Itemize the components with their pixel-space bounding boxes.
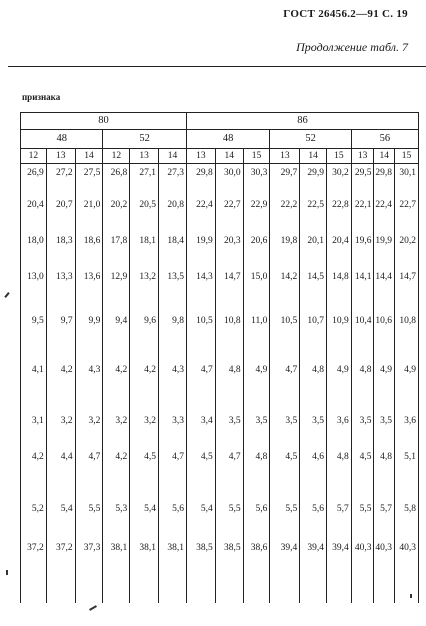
table-cell: 4,8	[215, 365, 243, 416]
table-cell: 27,2	[46, 164, 75, 200]
table-cell: 19,9	[374, 236, 395, 272]
table-cell: 3,6	[395, 416, 419, 452]
table-cell: 3,2	[103, 416, 130, 452]
table-cell: 5,2	[21, 504, 47, 543]
column-header: 15	[243, 149, 270, 164]
table-cell: 20,4	[327, 236, 352, 272]
column-header: 14	[300, 149, 327, 164]
table-cell: 38,5	[186, 543, 215, 603]
table-cell: 18,6	[75, 236, 103, 272]
table-cell: 10,5	[186, 316, 215, 365]
table-cell: 5,6	[300, 504, 327, 543]
table-cell: 4,5	[186, 452, 215, 504]
table-cell: 4,7	[215, 452, 243, 504]
table-cell: 5,5	[75, 504, 103, 543]
table-cell: 3,6	[327, 416, 352, 452]
table-header	[21, 113, 419, 164]
table-row	[21, 164, 419, 200]
table-cell: 3,1	[21, 416, 47, 452]
table-row	[21, 236, 419, 272]
table-row	[21, 543, 419, 603]
table-cell: 18,1	[130, 236, 159, 272]
table-cell: 37,2	[46, 543, 75, 603]
table-cell: 30,3	[243, 164, 270, 200]
scan-mark	[4, 292, 9, 298]
table-cell: 38,1	[130, 543, 159, 603]
table-cell: 10,8	[395, 316, 419, 365]
table-cell: 4,9	[327, 365, 352, 416]
table-cell: 14,7	[395, 272, 419, 316]
table-cell: 9,6	[130, 316, 159, 365]
table-cell: 5,1	[395, 452, 419, 504]
table-cell: 4,1	[21, 365, 47, 416]
column-header: 14	[75, 149, 103, 164]
column-header: 15	[327, 149, 352, 164]
subgroup-header: 52	[270, 130, 351, 149]
table-cell: 14,7	[215, 272, 243, 316]
table-cell: 20,3	[215, 236, 243, 272]
group-header: 86	[186, 113, 418, 130]
table-cell: 4,4	[46, 452, 75, 504]
table-cell: 4,3	[75, 365, 103, 416]
table-cell: 4,8	[374, 452, 395, 504]
subgroup-header: 56	[351, 130, 418, 149]
measurement-table	[20, 112, 419, 603]
table-cell: 18,0	[21, 236, 47, 272]
table-cell: 4,2	[46, 365, 75, 416]
table-cell: 29,8	[374, 164, 395, 200]
table-cell: 3,2	[46, 416, 75, 452]
table-cell: 13,3	[46, 272, 75, 316]
table-cell: 39,4	[327, 543, 352, 603]
table-row	[21, 365, 419, 416]
table-cell: 21,0	[75, 200, 103, 236]
column-header: 13	[351, 149, 374, 164]
table-cell: 5,6	[243, 504, 270, 543]
table-cell: 38,1	[103, 543, 130, 603]
table-cell: 4,5	[270, 452, 300, 504]
table-cell: 19,8	[270, 236, 300, 272]
top-rule	[8, 66, 426, 67]
table-cell: 3,5	[374, 416, 395, 452]
table-cell: 4,5	[130, 452, 159, 504]
table-cell: 9,7	[46, 316, 75, 365]
table-cell: 27,3	[159, 164, 187, 200]
table-cell: 14,4	[374, 272, 395, 316]
table-cell: 20,7	[46, 200, 75, 236]
column-header: 14	[215, 149, 243, 164]
table-cell: 4,5	[351, 452, 374, 504]
table-cell: 22,8	[327, 200, 352, 236]
table-cell: 4,9	[243, 365, 270, 416]
table-cell: 5,7	[327, 504, 352, 543]
table-cell: 39,4	[270, 543, 300, 603]
table-cell: 22,4	[186, 200, 215, 236]
table-cell: 5,7	[374, 504, 395, 543]
table-cell: 3,5	[215, 416, 243, 452]
table-cell: 9,9	[75, 316, 103, 365]
table-cell: 30,0	[215, 164, 243, 200]
table-cell: 14,3	[186, 272, 215, 316]
column-header: 13	[130, 149, 159, 164]
table-cell: 20,6	[243, 236, 270, 272]
table-cell: 27,5	[75, 164, 103, 200]
table-cell: 11,0	[243, 316, 270, 365]
table-cell: 22,7	[395, 200, 419, 236]
table-cell: 5,4	[130, 504, 159, 543]
table-cell: 22,5	[300, 200, 327, 236]
table-cell: 3,5	[243, 416, 270, 452]
table-cell: 5,4	[186, 504, 215, 543]
column-header: 14	[374, 149, 395, 164]
table-cell: 3,2	[75, 416, 103, 452]
table-row	[21, 452, 419, 504]
scan-mark	[89, 605, 97, 611]
table-cell: 3,5	[351, 416, 374, 452]
table-cell: 5,3	[103, 504, 130, 543]
column-header: 13	[46, 149, 75, 164]
table-cell: 4,6	[300, 452, 327, 504]
table-cell: 26,8	[103, 164, 130, 200]
table-cell: 10,8	[215, 316, 243, 365]
subgroup-header: 48	[21, 130, 103, 149]
table-cell: 3,5	[300, 416, 327, 452]
table-cell: 4,2	[103, 452, 130, 504]
table-cell: 39,4	[300, 543, 327, 603]
subgroup-header: 48	[186, 130, 269, 149]
column-header: 13	[186, 149, 215, 164]
column-header: 12	[103, 149, 130, 164]
table-cell: 22,7	[215, 200, 243, 236]
table-row	[21, 504, 419, 543]
table-cell: 20,2	[395, 236, 419, 272]
table-cell: 4,7	[75, 452, 103, 504]
table-body	[21, 164, 419, 603]
column-header: 12	[21, 149, 47, 164]
table-cell: 40,3	[374, 543, 395, 603]
table-cell: 5,6	[159, 504, 187, 543]
table-cell: 18,4	[159, 236, 187, 272]
table-cell: 5,5	[215, 504, 243, 543]
header-row-groups	[21, 113, 419, 130]
table-cell: 18,3	[46, 236, 75, 272]
subgroup-header: 52	[103, 130, 187, 149]
page-header-gost: ГОСТ 26456.2—91 С. 19	[283, 8, 408, 20]
table-cell: 4,2	[103, 365, 130, 416]
table-cell: 5,4	[46, 504, 75, 543]
table-cell: 26,9	[21, 164, 47, 200]
table-cell: 9,5	[21, 316, 47, 365]
table-cell: 13,5	[159, 272, 187, 316]
table-cell: 3,2	[130, 416, 159, 452]
table-cell: 30,2	[327, 164, 352, 200]
table-cell: 22,2	[270, 200, 300, 236]
table-cell: 4,7	[159, 452, 187, 504]
table-cell: 5,8	[395, 504, 419, 543]
table-cell: 29,5	[351, 164, 374, 200]
table-cell: 4,9	[395, 365, 419, 416]
header-row-subgroups	[21, 130, 419, 149]
column-header: 13	[270, 149, 300, 164]
table-cell: 4,2	[130, 365, 159, 416]
table-row	[21, 416, 419, 452]
table-cell: 15,0	[243, 272, 270, 316]
table-cell: 20,2	[103, 200, 130, 236]
table-cell: 10,6	[374, 316, 395, 365]
column-header: 14	[159, 149, 187, 164]
table-cell: 27,1	[130, 164, 159, 200]
table-cell: 14,2	[270, 272, 300, 316]
table-cell: 4,7	[186, 365, 215, 416]
table-cell: 29,9	[300, 164, 327, 200]
table-cell: 4,2	[21, 452, 47, 504]
table-cell: 20,8	[159, 200, 187, 236]
table-cell: 14,5	[300, 272, 327, 316]
table-cell: 10,9	[327, 316, 352, 365]
table-cell: 40,3	[351, 543, 374, 603]
table-cell: 9,4	[103, 316, 130, 365]
table-cell: 19,9	[186, 236, 215, 272]
header-row-columns	[21, 149, 419, 164]
table-cell: 38,5	[215, 543, 243, 603]
table-cell: 30,1	[395, 164, 419, 200]
table-cell: 5,5	[351, 504, 374, 543]
table-cell: 5,5	[270, 504, 300, 543]
table-cell: 20,1	[300, 236, 327, 272]
table-row	[21, 272, 419, 316]
table-cell: 38,6	[243, 543, 270, 603]
table-cell: 12,9	[103, 272, 130, 316]
table-cell: 22,1	[351, 200, 374, 236]
column-fragment-label: признака	[22, 92, 61, 102]
table-cell: 14,1	[351, 272, 374, 316]
table-cell: 9,8	[159, 316, 187, 365]
table-cell: 38,1	[159, 543, 187, 603]
table-cell: 4,3	[159, 365, 187, 416]
table-cell: 13,6	[75, 272, 103, 316]
table-row	[21, 200, 419, 236]
table-row	[21, 316, 419, 365]
table-cell: 17,8	[103, 236, 130, 272]
table-cell: 13,2	[130, 272, 159, 316]
column-header: 15	[395, 149, 419, 164]
table-cell: 13,0	[21, 272, 47, 316]
table-cell: 4,8	[327, 452, 352, 504]
group-header: 80	[21, 113, 187, 130]
table-cell: 20,5	[130, 200, 159, 236]
table-cell: 22,4	[374, 200, 395, 236]
scan-mark	[410, 594, 412, 598]
table-cell: 4,9	[374, 365, 395, 416]
table-continuation-label: Продолжение табл. 7	[296, 40, 408, 54]
table-cell: 4,8	[300, 365, 327, 416]
scan-mark	[6, 570, 8, 575]
table-cell: 10,4	[351, 316, 374, 365]
table-cell: 37,2	[21, 543, 47, 603]
table-cell: 37,3	[75, 543, 103, 603]
table-cell: 22,9	[243, 200, 270, 236]
table-cell: 14,8	[327, 272, 352, 316]
table-cell: 10,7	[300, 316, 327, 365]
table-cell: 20,4	[21, 200, 47, 236]
table-cell: 10,5	[270, 316, 300, 365]
table-cell: 4,8	[243, 452, 270, 504]
table-cell: 29,7	[270, 164, 300, 200]
table-cell: 3,5	[270, 416, 300, 452]
table-cell: 40,3	[395, 543, 419, 603]
table-cell: 4,8	[351, 365, 374, 416]
table-cell: 3,4	[186, 416, 215, 452]
table-cell: 19,6	[351, 236, 374, 272]
table-cell: 3,3	[159, 416, 187, 452]
table-cell: 4,7	[270, 365, 300, 416]
table-cell: 29,8	[186, 164, 215, 200]
